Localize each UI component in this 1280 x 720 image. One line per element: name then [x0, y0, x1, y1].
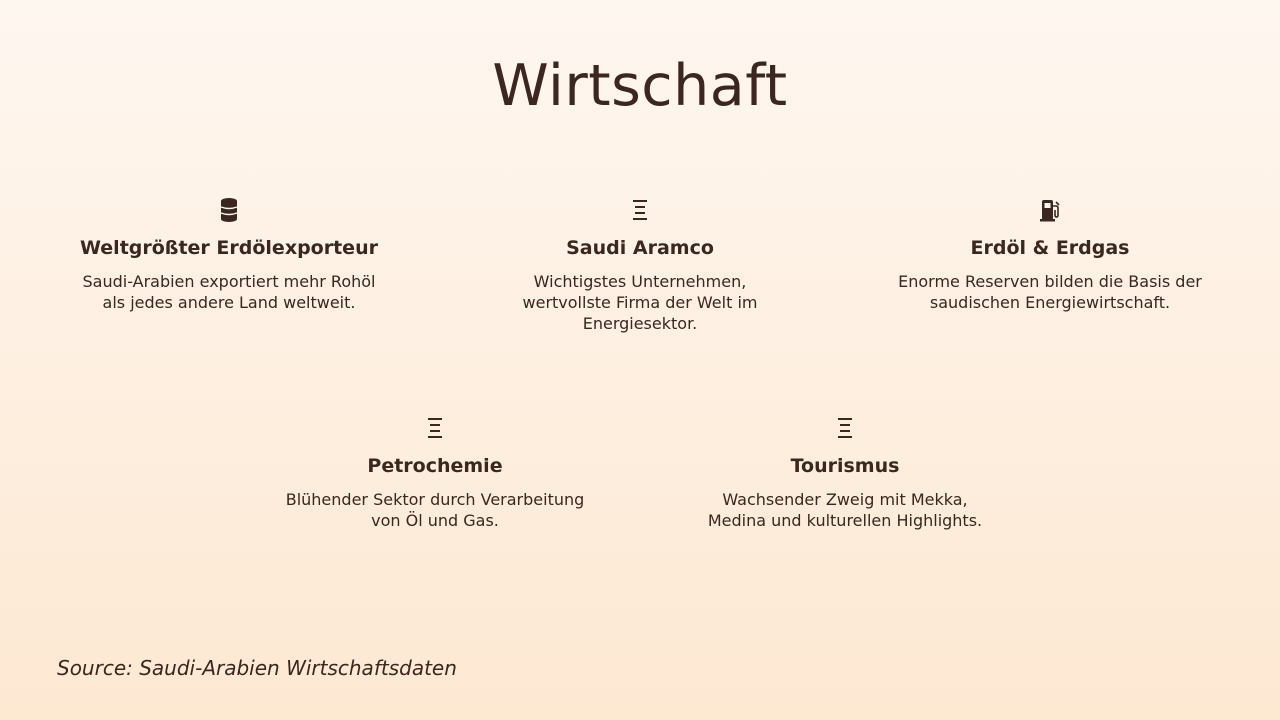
page-title: Wirtschaft [492, 53, 788, 119]
list-icon [834, 415, 856, 441]
list-icon [424, 415, 446, 441]
card-tourismus [680, 415, 1010, 531]
gas-pump-icon [1039, 197, 1061, 223]
card-title: Petrochemie [367, 455, 503, 477]
card-title: Erdöl & Erdgas [970, 237, 1130, 259]
card-saudi-aramco [475, 197, 805, 334]
card-text: Blühender Sektor durch Verarbeitung von Öl und Gas. [285, 490, 585, 530]
card-weltgroesster-erdoelexporteur [64, 197, 394, 313]
card-petrochemie [270, 415, 600, 531]
oil-barrel-icon [218, 197, 240, 223]
card-erdoel-erdgas [885, 197, 1215, 313]
card-text: Saudi-Arabien exportiert mehr Rohöl als jedes andere Land weltweit. [82, 272, 376, 312]
card-title: Saudi Aramco [566, 237, 714, 259]
source-note: Source: Saudi-Arabien Wirtschaftsdaten [57, 656, 457, 680]
card-text: Enorme Reserven bilden die Basis der saudischen Energiewirtschaft. [898, 272, 1202, 312]
card-title: Tourismus [790, 455, 900, 477]
card-text: Wachsender Zweig mit Mekka, Medina und kulturellen Highlights. [707, 490, 983, 530]
card-text: Wichtigstes Unternehmen, wertvollste Firma der Welt im Energiesektor. [522, 272, 758, 333]
card-title: Weltgrößter Erdölexporteur [80, 237, 378, 259]
list-icon [629, 197, 651, 223]
